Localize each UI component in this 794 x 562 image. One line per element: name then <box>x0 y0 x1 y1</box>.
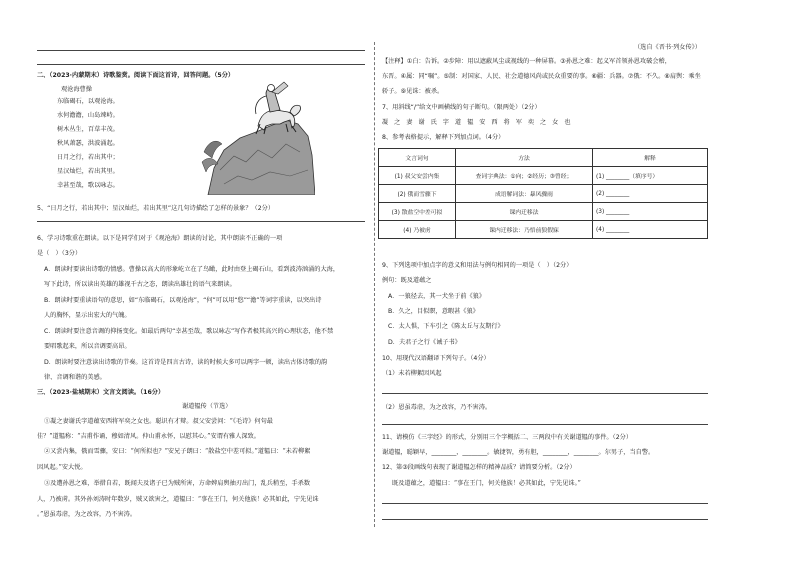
table-row <box>379 221 708 239</box>
answer-line[interactable] <box>382 424 708 425</box>
q6-option-line: C．朗读时要注意音调的抑扬变化。如最后两句“幸甚至哉，歌以咏志”写作者极其高兴的心理状态，他不禁 <box>44 328 334 335</box>
q9-option: A．一狼径去，其一犬坐于前《狼》 <box>388 293 486 300</box>
q6-option-line: 写下此诗，所以读出英雄的雄视千古之态，朗读出雄壮的语气来朗读。 <box>44 281 236 288</box>
answer-line[interactable] <box>382 393 708 394</box>
table-row <box>379 167 708 185</box>
table-cell[interactable]: (1) ________（填序号） <box>593 167 708 185</box>
poem-line: 秋风萧瑟，洪波涌起。 <box>57 140 119 147</box>
question-5: 5、“日月之行，若出其中；星汉灿烂，若出其里”这几句诗描绘了怎样的景象？（2分） <box>37 205 275 212</box>
note-line: 轿子。⑨见诛：被杀。 <box>382 88 444 95</box>
q9-example: 例句：既及道蕴之 <box>382 277 432 284</box>
question-9: 9、下列选项中加点字的意义和用法与例句相同的一项是（ ）（2分） <box>382 262 573 269</box>
q6-option-line: D．朗读时要注意读出诗歌的节奏。这首诗是四言古诗，读的时候大多可以两字一顿，读出古体诗歌的韵 <box>44 359 328 366</box>
poem-line: 星汉灿烂，若出其里。 <box>57 168 119 175</box>
table-cell: 查词字典法：①向；②经历；③曾经； <box>456 167 593 185</box>
q6-option-line: 律、音调和谐的美感。 <box>44 374 106 381</box>
question-11: 11、请模仿《三字经》的形式，分别用三个字概括二、三两段中有关谢道韫的事件。（2分） <box>382 434 633 441</box>
section3-title: 三、（2023·盐城期末）文言文阅读。（16分） <box>37 389 165 396</box>
question-6: 6、学习诗歌重在朗读。以下是同学们对于《观沧海》朗读的讨论，其中朗读不正确的一项 <box>37 235 283 242</box>
table-row <box>379 203 708 221</box>
q7-sentence: 凝 之 妻 谢 氏 字 道 韫 安 西 将 军 奕 之 女 也 <box>382 119 573 126</box>
table-cell: (3) 散盐空中差可拟 <box>379 203 456 221</box>
classical-line: 因风起。”安大悦。 <box>37 464 87 471</box>
table-cell[interactable]: (3) ________ <box>593 203 708 221</box>
q11-fill-line: 谢道韫，聪颖早，________，________。敏捷智，勇有胆，________，________。尔男子，当自警。 <box>382 449 655 456</box>
poem-line: 幸甚至哉，歌以咏志。 <box>57 182 119 189</box>
q6-option-line: 人的胸怀，显示出宏大的气魄。 <box>44 312 131 319</box>
table-header-cell: 文言词句 <box>379 149 456 167</box>
classical-title: 谢道韫传（节选） <box>182 403 232 410</box>
q12-quote: 既及道蕴之，道韫曰：“事在王门，何关他族！必其如此，宁先见诛。” <box>392 480 581 487</box>
answer-line[interactable] <box>382 519 708 520</box>
poem-illustration <box>200 80 315 195</box>
poem-line: 东临碣石，以观沧海。 <box>57 98 119 105</box>
question-12: 12、第③段画线句表现了谢道韫怎样的精神品质？请简要分析。（2分） <box>382 464 576 471</box>
table-cell: (4) 乃被虏 <box>379 221 456 239</box>
table-cell: (1) 叔父安尝内集 <box>379 167 456 185</box>
question-7: 7、用斜线“/”给文中画横线的句子断句。（限两处）（2分） <box>382 104 541 111</box>
question-10: 10、用现代汉语翻译下列句子。（4分） <box>382 355 490 362</box>
classical-line: ③及遭孙恩之难，举措自若，既闻夫及诸子已为贼所害，方命婢肩舆抽刃出门，乱兵稍至，手杀数 <box>44 480 311 487</box>
table-row <box>379 185 708 203</box>
table-cell[interactable]: (4) ________ <box>593 221 708 239</box>
q10-item-1: （1）未若柳絮因风起 <box>382 370 442 377</box>
section2-title: 二、（2023·内蒙期末）诗歌鉴赏。阅读下面这首诗，回答问题。（5分） <box>37 72 235 79</box>
note-line: 【注释】①白：告诉。②步障：用以遮蔽风尘或视线的一种屏幕。③孙恩之难：起义军首领孙恩攻破会稽， <box>382 58 671 65</box>
poem-line: 水何澹澹，山岛竦峙。 <box>57 112 119 119</box>
table-cell: 课内迁移法：乃悟前狼假寐 <box>456 221 593 239</box>
classical-line: ②又尝内集，俄而雪骤，安曰：“何所拟也？”安兄子朗曰：“散盐空中差可拟。”道韫曰：“未若柳絮 <box>44 448 311 455</box>
classical-line: 佳？”道韫称：“吉甫作诵，穆如清风。仲山甫永怀，以慰其心。”安谓有雅人深致。 <box>37 433 260 440</box>
poem-line: 日月之行，若出其中； <box>57 154 119 161</box>
table-cell: (2) 俄而雪骤下 <box>379 185 456 203</box>
table-header-row <box>379 149 708 167</box>
q8-table <box>378 148 708 239</box>
answer-line <box>37 64 365 65</box>
classical-line: 。”恩虽毒虐，为之改容，乃不害涛。 <box>37 511 137 518</box>
poem-title: 观沧海曹操 <box>61 86 92 93</box>
q9-option: B．久之，目似瞑，意暇甚《狼》 <box>388 308 479 315</box>
q6-option-line: A．朗读时要读出诗歌的情感。曹操以高大的形象屹立在了鸟瞰，此时由登上碣石山，看到波涛汹涌的大海， <box>44 266 340 273</box>
table-header-cell: 方法 <box>456 149 593 167</box>
table-header-cell: 解释 <box>593 149 708 167</box>
question-6-cont: 是（ ）（3分） <box>37 250 82 257</box>
table-cell: 成语解词法：暴风骤雨 <box>456 185 593 203</box>
source-citation: （选自《晋书·列女传》） <box>634 44 701 51</box>
answer-line[interactable] <box>382 503 708 504</box>
column-divider <box>374 42 375 527</box>
q10-item-2: （2）恩虽毒虐，为之改容，乃不害涛。 <box>382 404 492 411</box>
classical-line: ①凝之妻谢氏字道蕴安西将军奕之女也。聪识有才辩。叔父安尝问：“《毛诗》何句最 <box>44 418 273 425</box>
table-cell[interactable]: (2) ________ <box>593 185 708 203</box>
classical-line: 人，乃被虏。其外孙刘涛时年数岁，贼又欲害之，道韫曰：“事在王门，何关他族！必其如此，宁先见诛 <box>37 496 319 503</box>
table-cell: 课内迁移法 <box>456 203 593 221</box>
question-8: 8、参考表格提示，解释下列加点词。（4分） <box>382 134 505 141</box>
q9-option: C．太人惧，下车引之《陈太丘与友期行》 <box>388 323 504 330</box>
q9-option: D．夫君子之行《诫子书》 <box>388 339 461 346</box>
answer-line <box>37 50 365 51</box>
q6-option-line: 要唱歌起来，所以音调要高昂。 <box>44 343 131 350</box>
note-line: 东晋。④属：同“嘱”。⑤制：对国家、人民、社会道德风尚或民众重要的事。⑥疆：兵器。⑦俄：不久。⑧肩舆：乘坐 <box>382 73 701 80</box>
answer-line <box>37 221 365 222</box>
q6-option-line: B．朗读时要重读语句的意思，如“东临碣石，以观沧海”，“何”可以用“悠”“澹”等词字重读，以突出诗 <box>44 297 322 304</box>
poem-line: 树木丛生，百草丰茂。 <box>57 126 119 133</box>
